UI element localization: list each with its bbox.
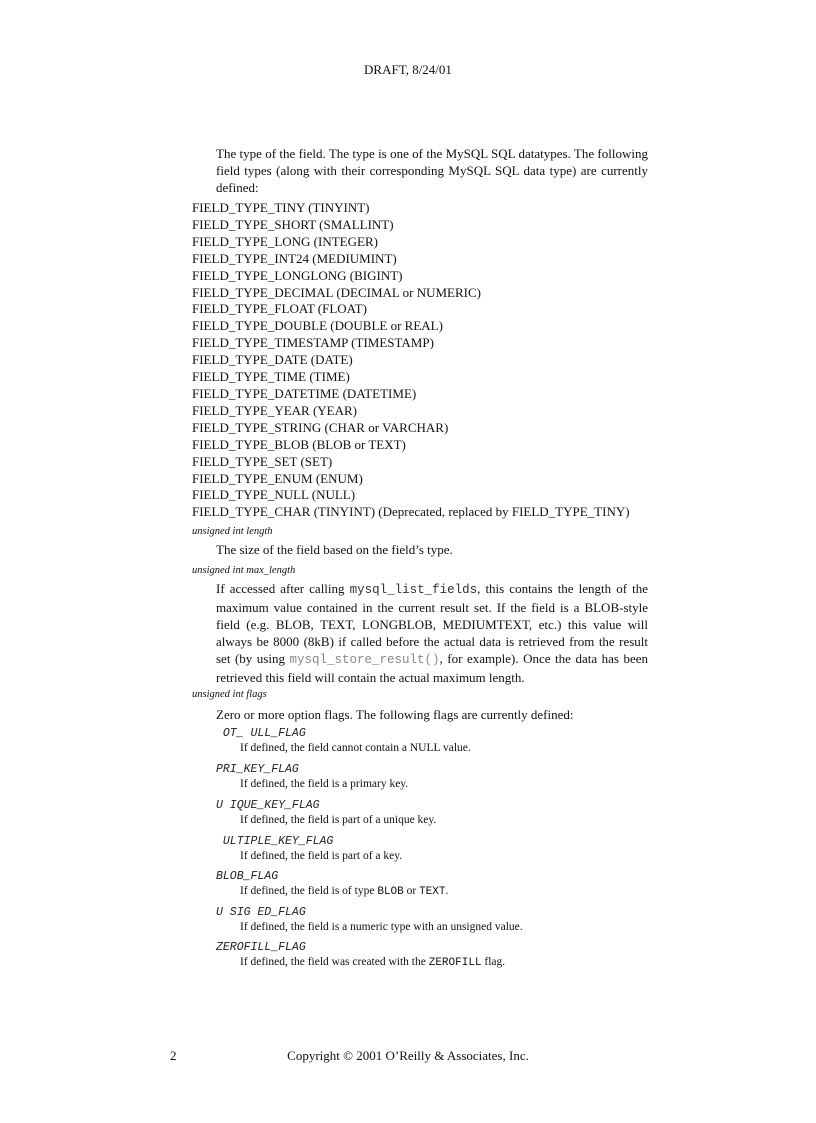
flags-description: Zero or more option flags. The following flags are currently defined:	[216, 707, 574, 722]
field-type-item: FIELD_TYPE_ENUM (ENUM)	[192, 470, 363, 486]
flag-name: ULTIPLE_KEY_FLAG	[216, 835, 334, 848]
page-number: 2	[170, 1048, 177, 1063]
flag-desc-text: or	[403, 885, 420, 897]
field-type-item: FIELD_TYPE_LONG (INTEGER)	[192, 233, 378, 249]
field-type-item: FIELD_TYPE_TIMESTAMP (TIMESTAMP)	[192, 335, 434, 351]
flag-description: If defined, the field cannot contain a NULL value.	[240, 742, 471, 754]
field-type-item: FIELD_TYPE_LONGLONG (BIGINT)	[192, 267, 403, 283]
page-header: DRAFT, 8/24/01	[364, 62, 452, 77]
max-length-text-c: , for example). Once the data has been retrieved this field will contain the actual maximum length.	[216, 651, 648, 685]
length-term: unsigned int length	[192, 526, 273, 537]
flag-description: If defined, the field is a primary key.	[240, 778, 409, 790]
code-mysql-store-result: mysql_store_result()	[289, 653, 440, 667]
flag-description: If defined, the field is part of a key.	[240, 850, 403, 862]
flag-desc-text: flag.	[481, 956, 506, 968]
field-type-item: FIELD_TYPE_INT24 (MEDIUMINT)	[192, 250, 397, 266]
flag-name: U IQUE_KEY_FLAG	[216, 799, 320, 812]
field-type-item: FIELD_TYPE_YEAR (YEAR)	[192, 402, 358, 418]
flag-description	[240, 956, 505, 969]
field-type-item: FIELD_TYPE_DECIMAL (DECIMAL or NUMERIC)	[192, 284, 481, 300]
flag-name: U SIG ED_FLAG	[216, 906, 306, 919]
flag-description: If defined, the field is part of a unique key.	[240, 814, 437, 826]
field-type-item: FIELD_TYPE_BLOB (BLOB or TEXT)	[192, 436, 406, 452]
code-zerofill: ZEROFILL	[428, 957, 482, 969]
flag-name: PRI_KEY_FLAG	[216, 763, 299, 776]
code-blob: BLOB	[377, 886, 404, 898]
flag-desc-text: .	[445, 885, 449, 897]
field-type-item: FIELD_TYPE_CHAR (TINYINT) (Deprecated, replaced by FIELD_TYPE_TINY)	[192, 504, 630, 520]
field-type-item: FIELD_TYPE_TINY (TINYINT)	[192, 200, 370, 215]
flag-description: If defined, the field is a numeric type with an unsigned value.	[240, 921, 523, 933]
field-type-list	[192, 200, 630, 521]
field-type-item: FIELD_TYPE_SET (SET)	[192, 453, 333, 469]
field-type-item: FIELD_TYPE_DATETIME (DATETIME)	[192, 385, 417, 401]
field-type-item: FIELD_TYPE_DATE (DATE)	[192, 352, 353, 368]
intro-paragraph: The type of the field. The type is one of the MySQL SQL datatypes. The following field types (along with their corresponding MySQL SQL data type) are currently defined:	[216, 146, 648, 195]
field-type-item: FIELD_TYPE_TIME (TIME)	[192, 369, 350, 385]
field-type-item: FIELD_TYPE_DOUBLE (DOUBLE or REAL)	[192, 318, 443, 334]
field-type-item: FIELD_TYPE_SHORT (SMALLINT)	[192, 216, 394, 232]
field-type-item: FIELD_TYPE_NULL (NULL)	[192, 487, 356, 503]
flag-desc-text: If defined, the field is of type	[240, 885, 378, 897]
code-text: TEXT	[419, 886, 446, 898]
flag-desc-text: If defined, the field was created with the	[240, 956, 429, 968]
max-length-term: unsigned int max_length	[192, 565, 296, 576]
flag-name: OT_ ULL_FLAG	[216, 727, 306, 740]
code-mysql-list-fields: mysql_list_fields	[349, 583, 478, 597]
footer-copyright: Copyright © 2001 O’Reilly & Associates, Inc.	[287, 1048, 529, 1063]
flags-term: unsigned int flags	[192, 689, 267, 700]
flag-description	[240, 885, 448, 898]
flag-name: BLOB_FLAG	[216, 870, 279, 883]
flag-name: ZEROFILL_FLAG	[216, 941, 306, 954]
max-length-description	[216, 580, 648, 686]
field-type-item: FIELD_TYPE_STRING (CHAR or VARCHAR)	[192, 419, 449, 435]
max-length-text-b: , this contains the length of the maximum value contained in the current result set. If the field is a BLOB-style field (e.g. BLOB, TEXT, LONGBLOB, MEDIUMTEXT, etc.) this value will always be 8000 (8kB) if called before the actual data is retrieved from the result set (by using	[216, 581, 648, 666]
max-length-text-a: If accessed after calling	[216, 581, 350, 596]
field-type-item: FIELD_TYPE_FLOAT (FLOAT)	[192, 301, 367, 317]
length-description: The size of the field based on the field’s type.	[216, 542, 453, 557]
